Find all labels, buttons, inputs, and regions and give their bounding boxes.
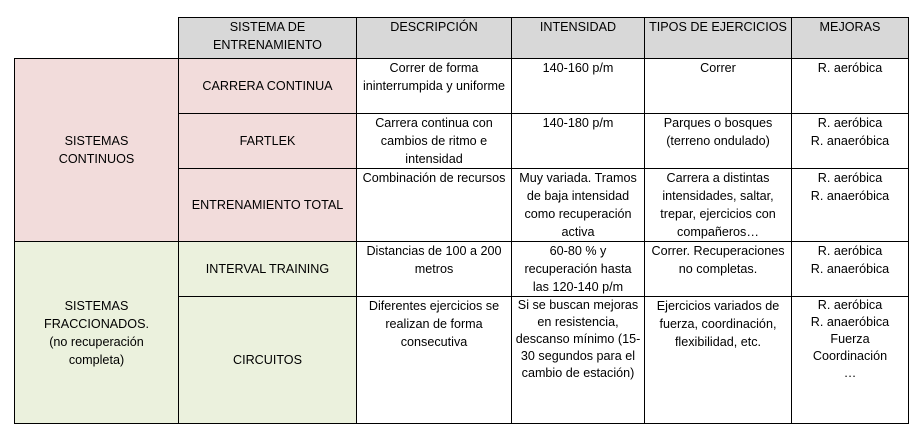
group-sistemas-continuos: SISTEMAS CONTINUOS [15,59,179,242]
mejora-item: Coordinación [812,349,888,363]
descripcion-cell: Carrera continua con cambios de ritmo e intensidad [357,114,512,169]
sistema-cell: FARTLEK [179,114,357,169]
mejoras-cell [792,169,909,242]
table-row [15,59,909,114]
mejora-item: R. aeróbica [817,244,883,258]
header-tipos: TIPOS DE EJERCICIOS [645,18,792,59]
mejora-item: … [843,366,857,380]
tipos-cell: Ejercicios variados de fuerza, coordinación, flexibilidad, etc. [645,297,792,424]
mejora-item: R. anaeróbica [810,262,890,276]
intensidad-cell: Si se buscan mejoras en resistencia, descanso mínimo (15-30 segundos para el cambio de estación) [512,297,645,424]
descripcion-cell: Combinación de recursos [357,169,512,242]
mejora-item: R. aeróbica [817,116,883,130]
sistema-cell: CARRERA CONTINUA [179,59,357,114]
mejora-item: R. aeróbica [817,171,883,185]
tipos-cell: Correr [645,59,792,114]
intensidad-cell: 60-80 % y recuperación hasta las 120-140 p/m [512,242,645,297]
tipos-cell: Carrera a distintas intensidades, saltar, trepar, ejercicios con compañeros… [645,169,792,242]
sistema-cell: INTERVAL TRAINING [179,242,357,297]
mejora-item: R. aeróbica [817,61,883,75]
descripcion-cell: Distancias de 100 a 200 metros [357,242,512,297]
mejoras-cell [792,242,909,297]
training-systems-table [14,17,909,424]
mejora-item: R. anaeróbica [810,134,890,148]
tipos-cell: Correr. Recuperaciones no completas. [645,242,792,297]
group-sistemas-fraccionados: SISTEMAS FRACCIONADOS. (no recuperación completa) [15,242,179,424]
intensidad-cell: 140-180 p/m [512,114,645,169]
header-descripcion: DESCRIPCIÓN [357,18,512,59]
mejoras-cell [792,59,909,114]
mejora-item: Fuerza [830,332,870,346]
sistema-cell: ENTRENAMIENTO TOTAL [179,169,357,242]
table-header-row [15,18,909,59]
table-row [15,242,909,297]
header-intensidad: INTENSIDAD [512,18,645,59]
descripcion-cell: Diferentes ejercicios se realizan de forma consecutiva [357,297,512,424]
mejoras-cell [792,114,909,169]
mejora-item: R. anaeróbica [810,315,890,329]
mejoras-cell [792,297,909,424]
tipos-cell: Parques o bosques (terreno ondulado) [645,114,792,169]
sistema-cell: CIRCUITOS [179,297,357,424]
header-mejoras: MEJORAS [792,18,909,59]
header-sistema: SISTEMA DE ENTRENAMIENTO [179,18,357,59]
mejora-item: R. aeróbica [817,298,883,312]
intensidad-cell: Muy variada. Tramos de baja intensidad como recuperación activa [512,169,645,242]
corner-blank-cell [15,18,179,59]
intensidad-cell: 140-160 p/m [512,59,645,114]
mejora-item: R. anaeróbica [810,189,890,203]
descripcion-cell: Correr de forma ininterrumpida y uniforme [357,59,512,114]
